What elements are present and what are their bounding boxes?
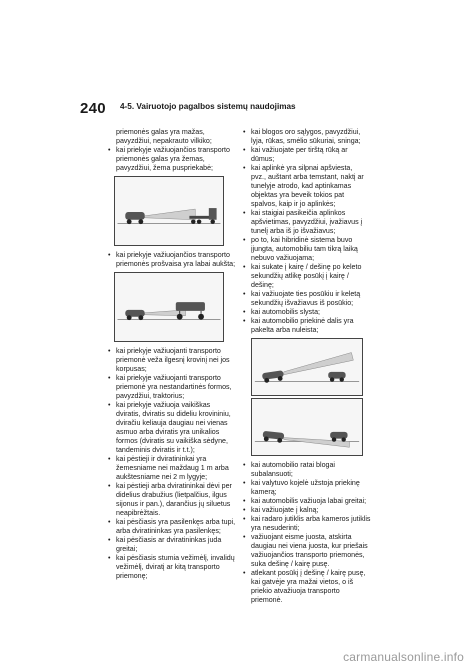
illustration-nose-down [251, 398, 363, 456]
high-clearance-drawing [115, 273, 223, 341]
list-item-text: kai automobilis slysta; [251, 308, 320, 316]
list-item-text: kai važiuojate per tirštą rūką ar dūmus; [251, 146, 348, 163]
list-item-text: atlekant posūkį į dešinę / kairę pusę, kai gatvėje yra mažai vietos, o iš priekio atvažiuoja transporto priemonė. [251, 569, 366, 604]
bullet: • [108, 554, 111, 562]
list-item [243, 461, 378, 479]
car-shape [125, 212, 144, 220]
illustration-pitch [243, 338, 378, 456]
list-item [108, 374, 238, 401]
section-title: 4-5. Vairuotojo pagalbos sistemų naudojimas [120, 102, 296, 111]
list-item [243, 569, 378, 605]
list-item [108, 554, 238, 581]
list-item [108, 251, 238, 269]
bullet: • [243, 128, 246, 136]
list-item [108, 518, 238, 536]
list-item-text: po to, kai hibridinė sistema buvo įjungta, automobiliu tam tikrą laiką nebuvo važiuojama; [251, 236, 358, 262]
bullet: • [243, 308, 246, 316]
list-item [243, 263, 378, 290]
bullet: • [243, 497, 246, 505]
bullet: • [108, 374, 111, 382]
list-item-text: kai staigiai pasikeičia aplinkos apšvietimas, pavyzdžiui, įvažiavus į tunelį arba iš jo išvažiavus; [251, 209, 363, 235]
list-item [108, 347, 238, 374]
list-item [243, 317, 378, 335]
radar-beam [145, 209, 196, 220]
bullet: • [243, 290, 246, 298]
list-item-text: kai aplinkė yra silpnai apšviesta, pvz., auštant arba temstant, naktį ar tunelyje atrodo, kad aptinkamas objektas yra beveik tokios pat spalvos, kaip ir jo aplinkės; [251, 164, 364, 208]
list-item-text: kai pėstieji ir dviratininkai yra žemesniame nei maždaug 1 m arba aukštesniame nei 2 m lygyje; [116, 455, 229, 481]
list-item-text: kai pėsčiasis stumia vežimėlį, invalidų vežimėlį, dviratį ar kitą transporto priemonę; [116, 554, 235, 580]
list-item-text: kai radaro jutiklis arba kameros jutiklis yra nesuderinti; [251, 515, 371, 532]
bullet: • [108, 347, 111, 355]
list-item [108, 401, 238, 455]
list-item-text: kai važiuojate į kalną; [251, 506, 319, 514]
list-item [243, 533, 378, 569]
list-item-text: kai važiuojate ties posūkiu ir keletą sekundžių išvažiavus iš posūkio; [251, 290, 361, 307]
low-trailer-shape [189, 216, 210, 219]
list-item-text: kai priekyje važiuojanti transporto priemonė yra nestandartinės formos, pavyzdžiui, traktorius; [116, 374, 232, 400]
list-item [243, 146, 378, 164]
bullet: • [108, 518, 111, 526]
right-column [243, 128, 378, 605]
bullet: • [108, 251, 111, 259]
bullet: • [243, 164, 246, 172]
list-item [108, 482, 238, 518]
bullet: • [243, 263, 246, 271]
list-item-text: kai blogos oro sąlygos, pavyzdžiui, lyja, rūkas, smėlio sūkuriai, sninga; [251, 128, 361, 145]
illustration-nose-up [251, 338, 363, 396]
bullet: • [243, 569, 246, 577]
bullet: • [243, 209, 246, 217]
left-column [108, 128, 238, 581]
nose-down-drawing [252, 399, 362, 455]
bullet: • [243, 461, 246, 469]
illustration-high-clearance [114, 272, 224, 342]
list-item-text: kai pėstieji arba dviratininkai dėvi per didelius drabužius (lietpalčius, ilgus sijonus ir pan.), darančius jų siluetus neapibrėžtais. [116, 482, 232, 517]
list-item-text: kai priekyje važiuojančios transporto priemonės prošvaisa yra labai aukšta; [116, 251, 236, 268]
list-item [243, 308, 378, 317]
list-item-text: kai pėsčiasis ar dviratininkas juda greitai; [116, 536, 222, 553]
list-item-text: kai priekyje važiuoja vaikiškas dviratis, dviratis su dideliu krovininiu, dviračiu keliauja daugiau nei vienas asmuo arba dviratis yra unikalios formos (dviratis su vaikiška sėdyne, tandeminis dviratis ir t.t.); [116, 401, 231, 454]
list-item [243, 164, 378, 209]
list-item-text: kai sukate į kairę / dešinę po keleto sekundžių atlikę posūkį į kairę / dešinę; [251, 263, 362, 289]
list-item-text: kai valytuvo kojelė užstoja priekinę kamerą; [251, 479, 360, 496]
list-item [243, 209, 378, 236]
bullet: • [243, 479, 246, 487]
bullet: • [108, 146, 111, 154]
list-item-text: kai automobilis važiuoja labai greitai; [251, 497, 367, 505]
list-item [243, 515, 378, 533]
list-item [108, 146, 238, 173]
bullet: • [243, 533, 246, 541]
bullet: • [108, 401, 111, 409]
bullet: • [108, 455, 111, 463]
bullet: • [243, 236, 246, 244]
bullet: • [108, 536, 111, 544]
low-trailer-drawing [115, 177, 223, 245]
illustration-low-trailer [114, 176, 224, 246]
list-item [243, 290, 378, 308]
list-item [243, 506, 378, 515]
page-header [80, 100, 380, 120]
list-item [243, 236, 378, 263]
list-item-text: kai priekyje važiuojanti transporto priemonė veža ilgesnį krovinį nei jos korpusas; [116, 347, 230, 373]
list-item-text: kai pėsčiasis yra pasilenkęs arba tupi, arba dviratininkas yra pasilenkęs; [116, 518, 236, 535]
watermark: carmanualsonline.info [343, 650, 464, 664]
bullet: • [243, 146, 246, 154]
list-item [108, 455, 238, 482]
list-item-text: kai automobilio priekinė dalis yra pakelta arba nuleista; [251, 317, 354, 334]
bullet: • [243, 515, 246, 523]
list-item [243, 497, 378, 506]
bullet: • [243, 506, 246, 514]
list-item-text: važiuojant eisme juosta, atskirta daugiau nei viena juosta, kur priešais važiuojančios transporto priemonės, suka dešinę / kairę pusę. [251, 533, 368, 568]
list-item [108, 536, 238, 554]
bullet: • [108, 482, 111, 490]
page-number: 240 [80, 100, 106, 117]
list-item: priemonės galas yra mažas, pavyzdžiui, nepakrauto vilkiko; [116, 128, 212, 145]
list-item [243, 128, 378, 146]
bullet: • [243, 317, 246, 325]
nose-up-drawing [252, 339, 362, 395]
list-item-text: kai priekyje važiuojančios transporto priemonės galas yra žemas, pavyzdžiui, žema puspriekabė; [116, 146, 230, 172]
list-item [243, 479, 378, 497]
list-item-text: kai automobilio ratai blogai subalansuoti; [251, 461, 335, 478]
